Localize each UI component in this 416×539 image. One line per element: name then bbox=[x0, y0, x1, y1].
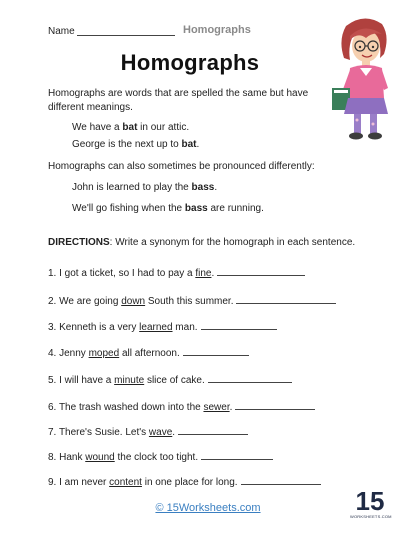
question-item: 9. I am never content in one place for long. bbox=[48, 475, 321, 490]
worksheets-logo bbox=[350, 488, 390, 519]
directions: DIRECTIONS: Write a synonym for the homograph in each sentence. bbox=[48, 237, 356, 248]
question-item: 2. We are going down South this summer. bbox=[48, 294, 336, 309]
footer-copyright-link[interactable]: © 15Worksheets.com bbox=[155, 502, 261, 514]
pronunciation-text: Homographs can also sometimes be pronounced differently: bbox=[48, 161, 315, 172]
answer-blank[interactable] bbox=[201, 450, 273, 460]
question-item: 8. Hank wound the clock too tight. bbox=[48, 450, 273, 465]
answer-blank[interactable] bbox=[235, 400, 315, 410]
homograph-word: bass bbox=[191, 182, 215, 193]
question-item: 5. I will have a minute slice of cake. bbox=[48, 373, 292, 388]
question-item: 4. Jenny moped all afternoon. bbox=[48, 346, 249, 361]
page-title: Homographs bbox=[120, 50, 260, 75]
homograph-word: bat bbox=[181, 139, 197, 150]
homograph-word: bass bbox=[184, 203, 208, 214]
answer-blank[interactable] bbox=[178, 425, 248, 435]
example-sentence: George is the next up to bat. bbox=[72, 139, 200, 150]
answer-blank[interactable] bbox=[183, 346, 249, 356]
answer-blank[interactable] bbox=[201, 320, 277, 330]
name-label: Name bbox=[48, 26, 75, 37]
question-item: 3. Kenneth is a very learned man. bbox=[48, 320, 277, 335]
answer-blank[interactable] bbox=[236, 294, 336, 304]
homograph-word: bat bbox=[122, 122, 138, 133]
student-illustration bbox=[324, 14, 404, 144]
worksheet-topic: Homographs bbox=[183, 24, 251, 36]
example-sentence: We have a bat in our attic. bbox=[72, 122, 190, 133]
question-item: 7. There's Susie. Let's wave. bbox=[48, 425, 248, 440]
question-item: 1. I got a ticket, so I had to pay a fine. bbox=[48, 266, 305, 281]
example-sentence: We'll go fishing when the bass are running. bbox=[72, 203, 264, 214]
question-item: 6. The trash washed down into the sewer. bbox=[48, 400, 315, 415]
name-field-line[interactable] bbox=[77, 35, 175, 36]
answer-blank[interactable] bbox=[241, 475, 321, 485]
definition-text: Homographs are words that are spelled the same but have different meanings. bbox=[48, 88, 309, 113]
logo-text: WORKSHEETS.COM bbox=[350, 514, 392, 519]
answer-blank[interactable] bbox=[217, 266, 305, 276]
example-sentence: John is learned to play the bass. bbox=[72, 182, 218, 193]
directions-label: DIRECTIONS bbox=[48, 237, 110, 248]
logo-number: 15 bbox=[355, 486, 385, 516]
answer-blank[interactable] bbox=[208, 373, 292, 383]
